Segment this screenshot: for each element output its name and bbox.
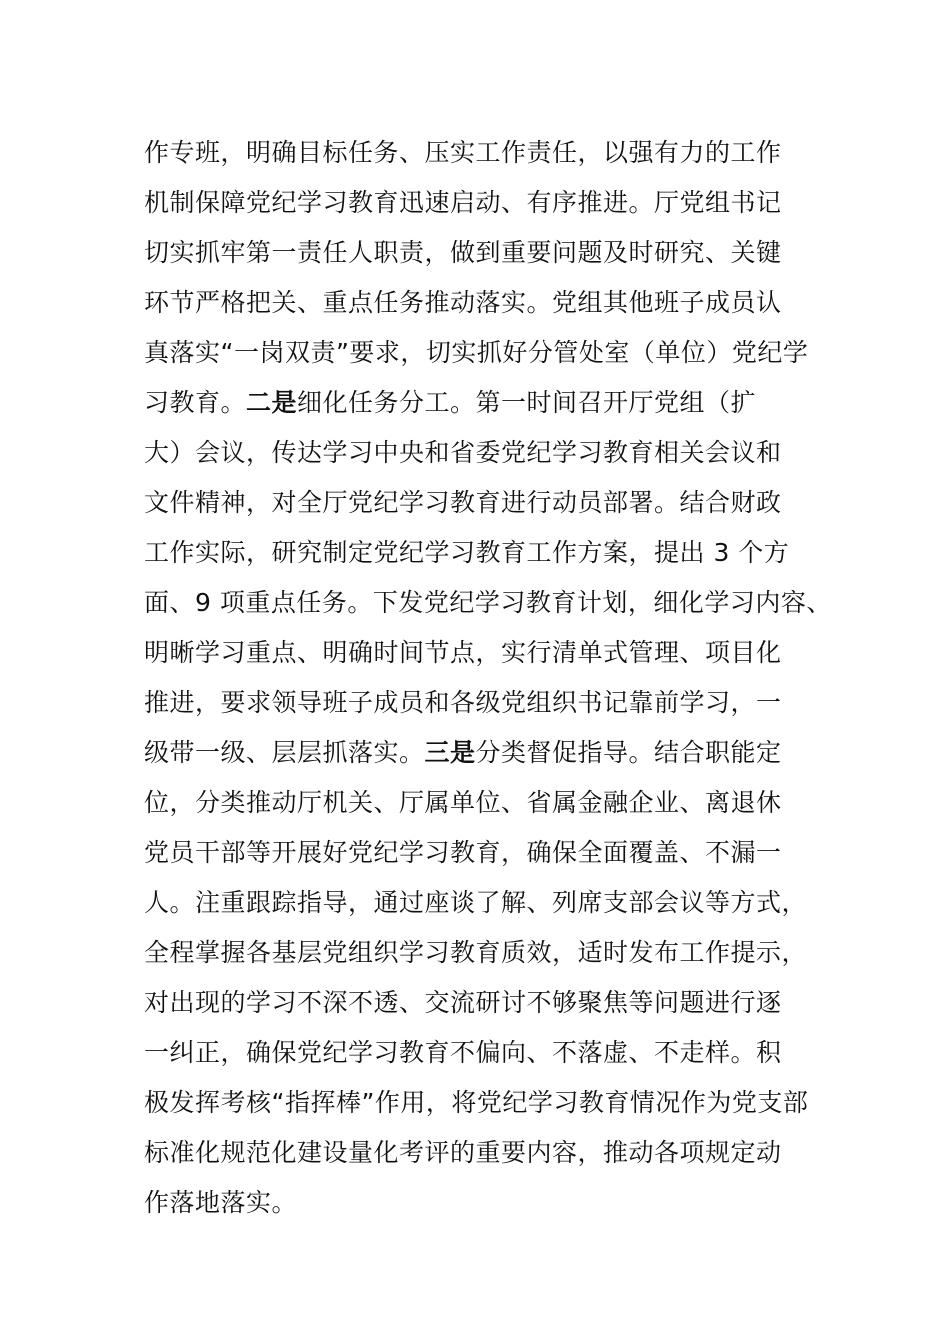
text-line [144, 728, 834, 778]
text-line: 一纠正，确保党纪学习教育不偏向、不落虚、不走样。积 [144, 1038, 782, 1067]
text-line: 作专班，明确目标任务、压实工作责任，以强有力的工作 [144, 138, 782, 167]
text-line: 真落实“一岗双责”要求，切实抓好分管处室（单位）党纪学 [144, 338, 809, 367]
text-line: 推进，要求领导班子成员和各级党组织书记靠前学习，一 [144, 688, 782, 717]
text-line: 位，分类推动厅机关、厅属单位、省属金融企业、离退休 [144, 788, 782, 817]
text-line: 极发挥考核“指挥棒”作用，将党纪学习教育情况作为党支部 [144, 1088, 809, 1117]
bold-keyword: 三是 [424, 738, 476, 767]
text-line: 标准化规范化建设量化考评的重要内容，推动各项规定动 [144, 1138, 782, 1167]
text-line: 切实抓牢第一责任人职责，做到重要问题及时研究、关键 [144, 238, 782, 267]
text-line: 工作实际，研究制定党纪学习教育工作方案，提出 3 个方 [144, 538, 790, 567]
text-line: 作落地落实。 [144, 1188, 298, 1217]
text-line: 党员干部等开展好党纪学习教育，确保全面覆盖、不漏一 [144, 838, 782, 867]
bold-keyword: 二是 [246, 388, 298, 417]
text-line: 大）会议，传达学习中央和省委党纪学习教育相关会议和 [144, 438, 782, 467]
text-line: 全程掌握各基层党组织学习教育质效，适时发布工作提示， [144, 938, 808, 967]
text-line: 环节严格把关、重点任务推动落实。党组其他班子成员认 [144, 288, 782, 317]
text-line: 对出现的学习不深不透、交流研讨不够聚焦等问题进行逐 [144, 988, 782, 1017]
text-line: 面、9 项重点任务。下发党纪学习教育计划，细化学习内容、 [144, 588, 832, 617]
text-line: 明晰学习重点、明确时间节点，实行清单式管理、项目化 [144, 638, 782, 667]
text-segment: 细化任务分工。第一时间召开厅党组（扩 [297, 388, 757, 417]
text-line: 机制保障党纪学习教育迅速启动、有序推进。厅党组书记 [144, 188, 782, 217]
body-paragraph [144, 128, 834, 1228]
text-segment: 级带一级、层层抓落实。 [144, 738, 425, 767]
text-line: 人。注重跟踪指导，通过座谈了解、列席支部会议等方式， [144, 888, 808, 917]
text-line: 文件精神，对全厅党纪学习教育进行动员部署。结合财政 [144, 488, 782, 517]
text-line [144, 378, 834, 428]
text-segment: 习教育。 [144, 388, 247, 417]
text-segment: 分类督促指导。结合职能定 [475, 738, 782, 767]
